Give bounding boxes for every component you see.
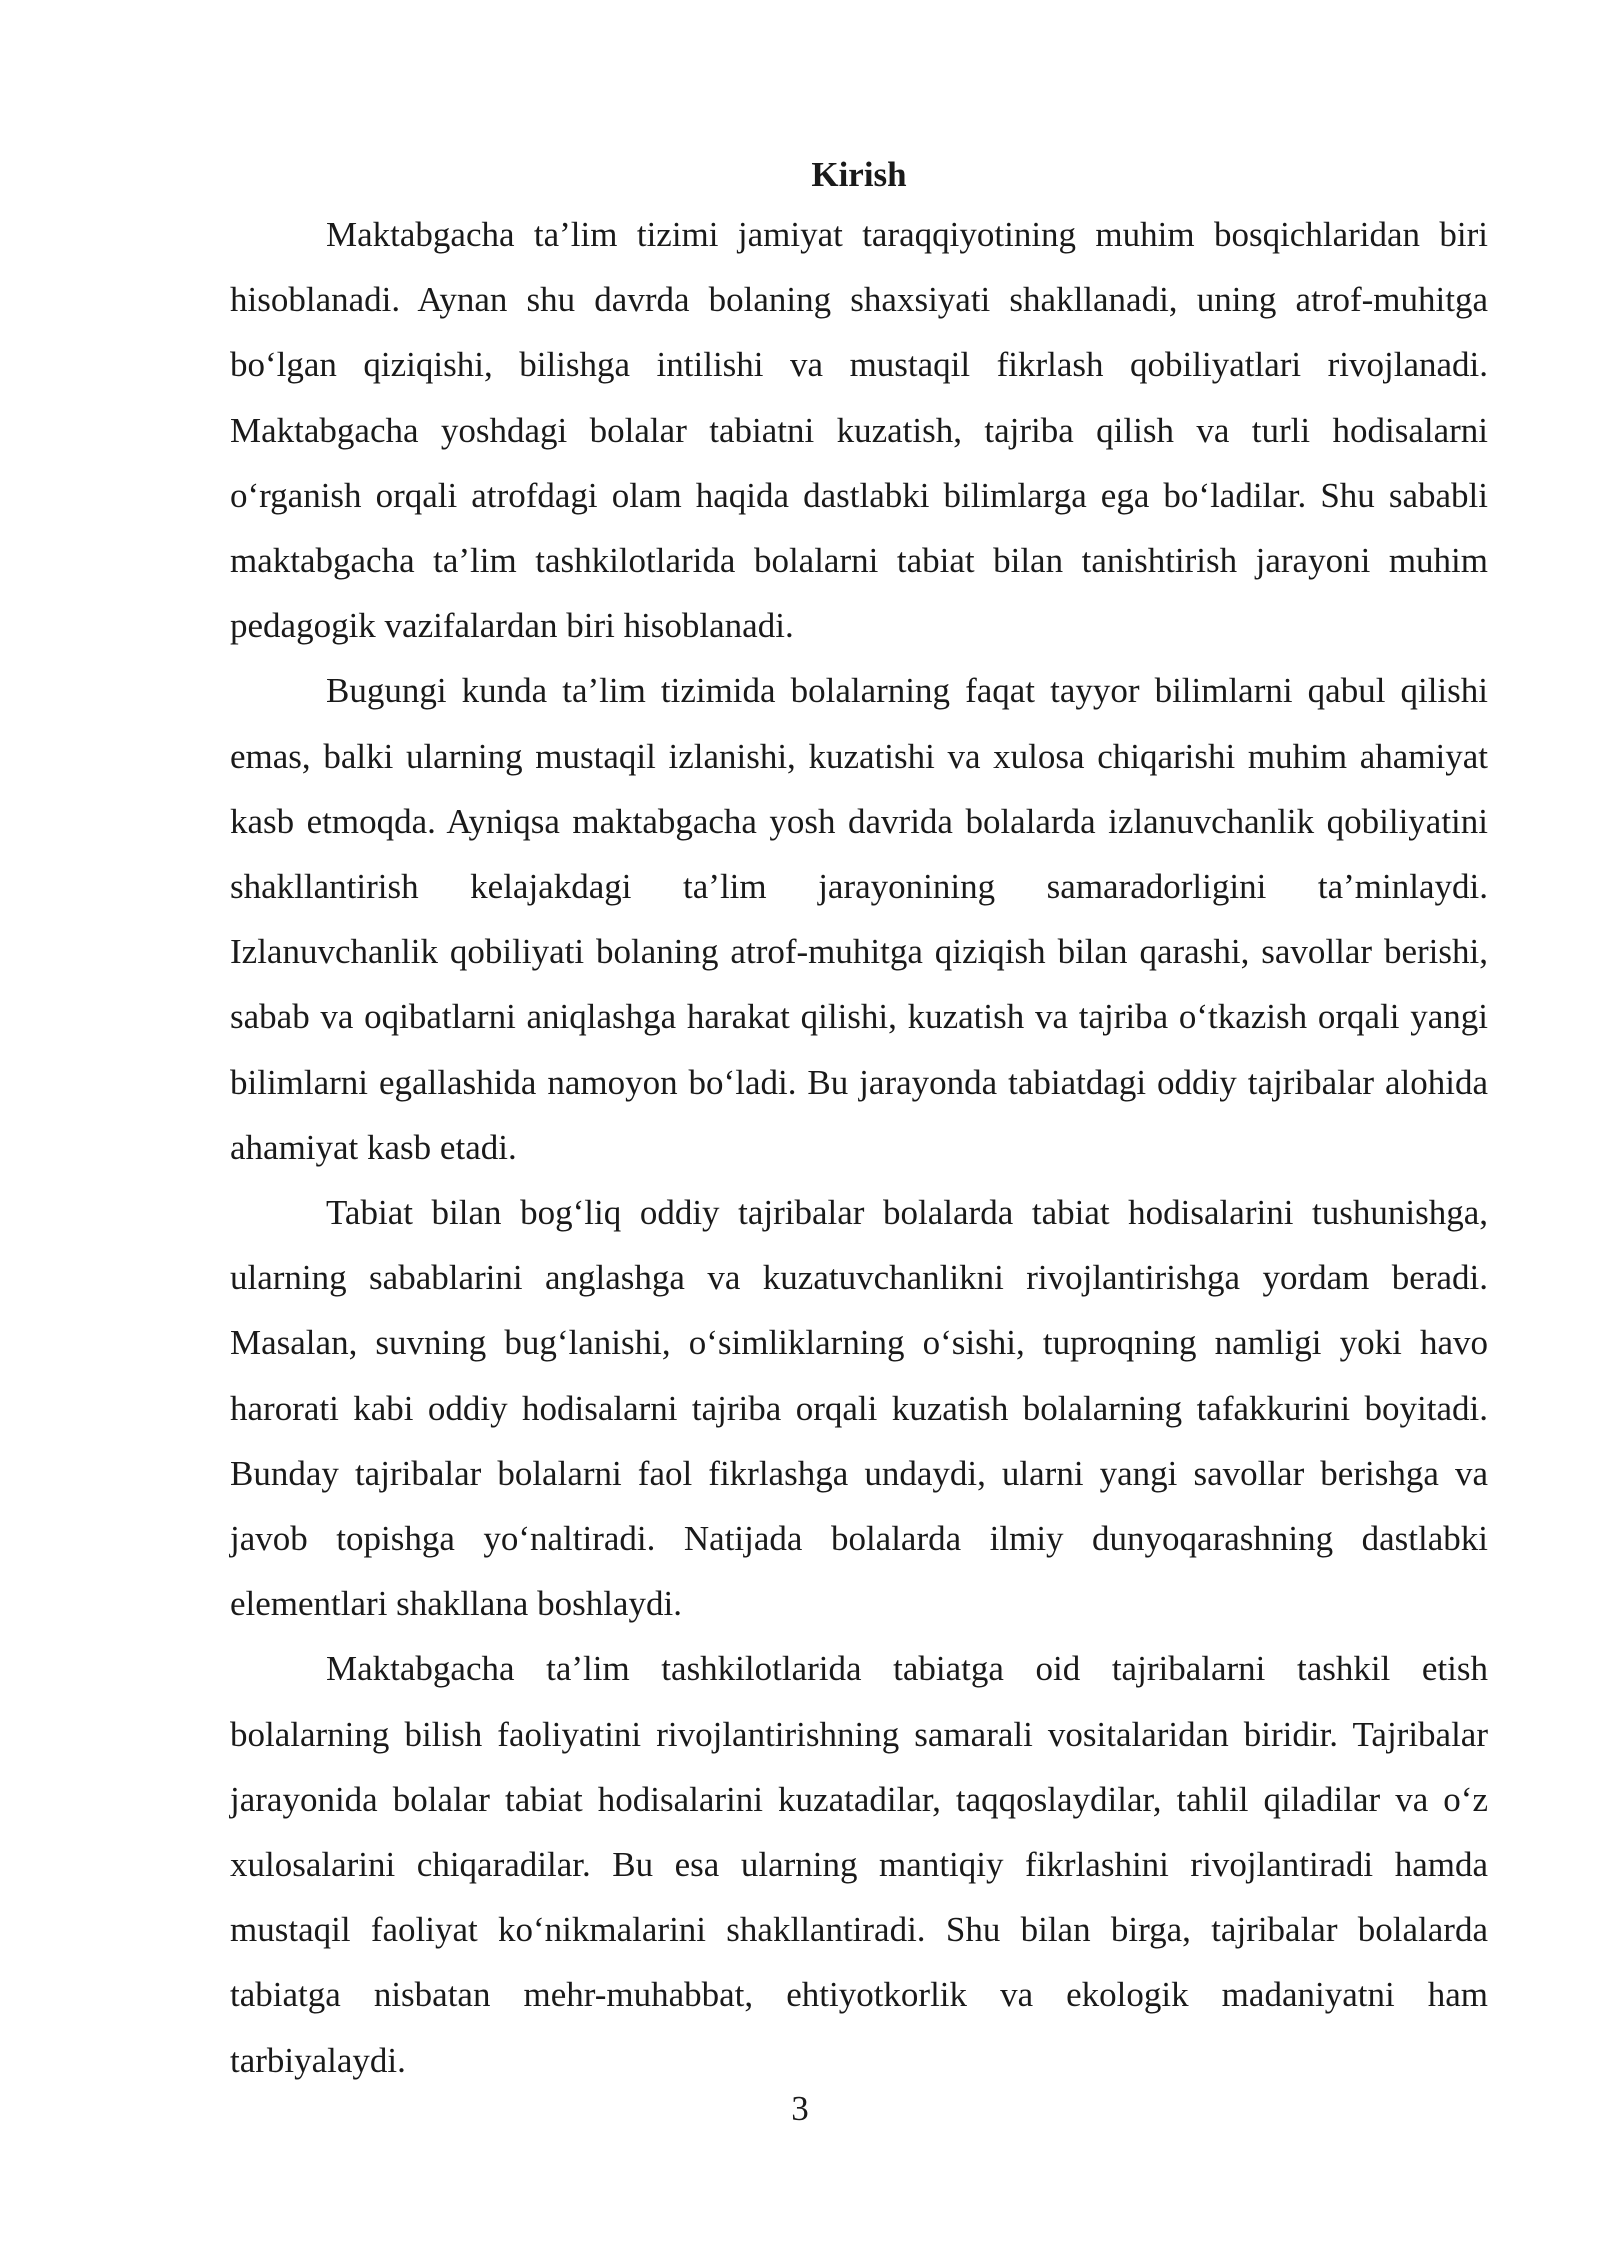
paragraph-2: Bugungi kunda ta’lim tizimida bolalarning faqat tayyor bilimlarni qabul qilishi emas, balki ularning mustaqil izlanishi, kuzatishi va xulosa chiqarishi muhim ahamiyat kasb etmoqda. Ayniqsa maktabgacha yosh davrida bolalarda izlanuvchanlik qobiliyatini shakllantirish kelajakdagi ta’lim jarayonining samaradorligini ta’minlaydi. Izlanuvchanlik qobiliyati bolaning atrof-muhitga qiziqish bilan qarashi, savollar berishi, sabab va oqibatlarni aniqlashga harakat qilishi, kuzatish va tajriba o‘tkazish orqali yangi bilimlarni egallashida namoyon bo‘ladi. Bu jarayonda tabiatdagi oddiy tajribalar alohida ahamiyat kasb etadi.: [230, 671, 1488, 1167]
page-number: 3: [791, 2089, 809, 2128]
paragraph-4: Maktabgacha ta’lim tashkilotlarida tabiatga oid tajribalarni tashkil etish bolalarning bilish faoliyatini rivojlantirishning samarali vositalaridan biridir. Tajribalar jarayonida bolalar tabiat hodisalarini kuzatadilar, taqqoslaydilar, tahlil qiladilar va o‘z xulosalarini chiqaradilar. Bu esa ularning mantiqiy fikrlashini rivojlantiradi hamda mustaqil faoliyat ko‘nikmalarini shakllantiradi. Shu bilan birga, tajribalar bolalarda tabiatga nisbatan mehr-muhabbat, ehtiyotkorlik va ekologik madaniyatni ham tarbiyalaydi.: [230, 1649, 1488, 2080]
section-title: Kirish: [811, 155, 907, 194]
page-content: [230, 148, 1488, 2093]
paragraph-1: Maktabgacha ta’lim tizimi jamiyat taraqqiyotining muhim bosqichlaridan biri hisoblanadi. Aynan shu davrda bolaning shaxsiyati shakllanadi, uning atrof-muhitga bo‘lgan qiziqishi, bilishga intilishi va mustaqil fikrlash qobiliyatlari rivojlanadi. Maktabgacha yoshdagi bolalar tabiatni kuzatish, tajriba qilish va turli hodisalarni o‘rganish orqali atrofdagi olam haqida dastlabki bilimlarga ega bo‘ladilar. Shu sababli maktabgacha ta’lim tashkilotlarida bolalarni tabiat bilan tanishtirish jarayoni muhim pedagogik vazifalardan biri hisoblanadi.: [230, 215, 1488, 646]
paragraph-3: Tabiat bilan bog‘liq oddiy tajribalar bolalarda tabiat hodisalarini tushunishga, ularning sabablarini anglashga va kuzatuvchanlikni rivojlantirishga yordam beradi. Masalan, suvning bug‘lanishi, o‘simliklarning o‘sishi, tuproqning namligi yoki havo harorati kabi oddiy hodisalarni tajriba orqali kuzatish bolalarning tafakkurini boyitadi. Bunday tajribalar bolalarni faol fikrlashga undaydi, ularni yangi savollar berishga va javob topishga yo‘naltiradi. Natijada bolalarda ilmiy dunyoqarashning dastlabki elementlari shakllana boshlaydi.: [230, 1193, 1488, 1624]
